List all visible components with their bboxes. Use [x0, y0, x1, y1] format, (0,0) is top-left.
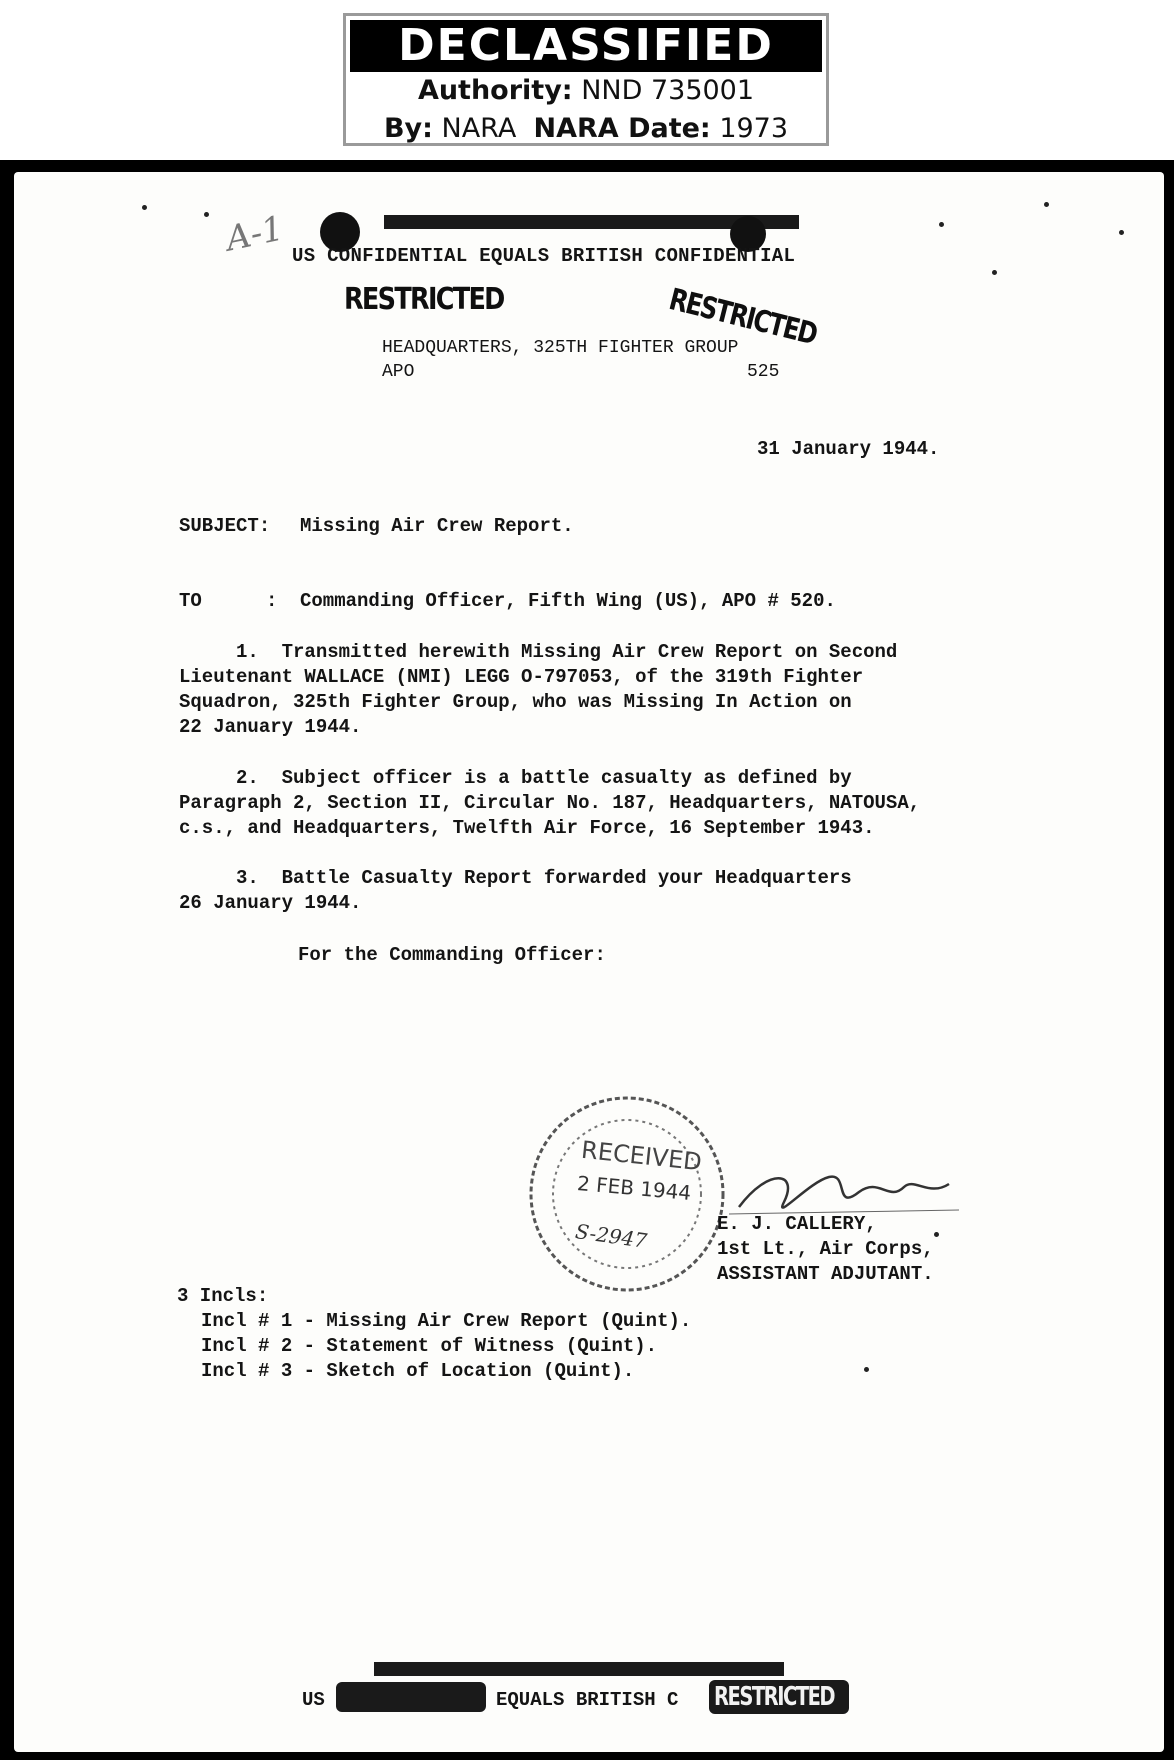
enclosure-item: Incl # 3 - Sketch of Location (Quint).: [201, 1360, 635, 1382]
apo-number: 525: [747, 362, 780, 382]
by-value: NARA: [441, 113, 517, 144]
signer-title: ASSISTANT ADJUTANT.: [717, 1263, 934, 1285]
apo-label: APO: [382, 362, 415, 382]
bottom-marking-mid: EQUALS BRITISH C: [496, 1689, 679, 1711]
handwritten-mark: A-1: [222, 208, 288, 260]
date-value: 1973: [719, 113, 789, 144]
declassified-banner: [343, 13, 829, 146]
redaction-blob-bottom-left: [336, 1682, 486, 1712]
letter-date: 31 January 1944.: [757, 438, 940, 460]
signer-rank: 1st Lt., Air Corps,: [717, 1238, 934, 1260]
paragraph-line: 3. Battle Casualty Report forwarded your Headquarters: [179, 867, 852, 889]
enclosures-count: 3 Incls:: [177, 1285, 269, 1307]
to-text: Commanding Officer, Fifth Wing (US), APO # 520.: [300, 590, 836, 612]
received-word: RECEIVED: [579, 1135, 704, 1177]
bottom-marking-left: US: [302, 1689, 325, 1711]
scanned-document: [0, 160, 1174, 1760]
bottom-restricted-stamp: RESTRICTED: [714, 1682, 835, 1712]
redaction-bar-bottom: [374, 1662, 784, 1676]
declassified-title: DECLASSIFIED: [350, 20, 822, 72]
received-number: S-2947: [573, 1219, 649, 1253]
date-label: NARA Date:: [533, 113, 711, 144]
organization-heading: HEADQUARTERS, 325TH FIGHTER GROUP: [382, 338, 739, 358]
to-colon: :: [266, 590, 278, 612]
subject-text: Missing Air Crew Report.: [300, 515, 574, 537]
received-date: 2 FEB 1944: [576, 1171, 693, 1205]
authority-label: Authority:: [417, 75, 573, 106]
document-paper: [14, 172, 1164, 1752]
paragraph-line: 2. Subject officer is a battle casualty as defined by: [179, 767, 852, 789]
authority-value: NND 735001: [581, 75, 755, 106]
received-stamp: [527, 1094, 727, 1294]
top-security-marking: US CONFIDENTIAL EQUALS BRITISH CONFIDENTIAL: [292, 245, 796, 267]
restricted-stamp-left: RESTRICTED: [344, 282, 504, 317]
paragraph-line: 26 January 1944.: [179, 892, 362, 914]
enclosure-item: Incl # 2 - Statement of Witness (Quint).: [201, 1335, 658, 1357]
signer-name: E. J. CALLERY,: [717, 1213, 877, 1235]
to-label: TO: [179, 590, 202, 612]
by-label: By:: [383, 113, 433, 144]
paragraph-line: Paragraph 2, Section II, Circular No. 187, Headquarters, NATOUSA,: [179, 792, 921, 814]
authority-row: [346, 72, 826, 110]
paragraph-line: 22 January 1944.: [179, 716, 362, 738]
closing-line: For the Commanding Officer:: [298, 944, 606, 966]
paragraph-line: Squadron, 325th Fighter Group, who was Missing In Action on: [179, 691, 852, 713]
paragraph-line: Lieutenant WALLACE (NMI) LEGG O-797053, of the 319th Fighter: [179, 666, 864, 688]
subject-label: SUBJECT:: [179, 515, 271, 537]
enclosure-item: Incl # 1 - Missing Air Crew Report (Quint).: [201, 1310, 692, 1332]
paragraph-line: c.s., and Headquarters, Twelfth Air Force, 16 September 1943.: [179, 817, 875, 839]
by-row: [346, 110, 826, 148]
paragraph-line: 1. Transmitted herewith Missing Air Crew Report on Second: [179, 641, 898, 663]
restricted-stamp-right: RESTRICTED: [665, 282, 820, 353]
